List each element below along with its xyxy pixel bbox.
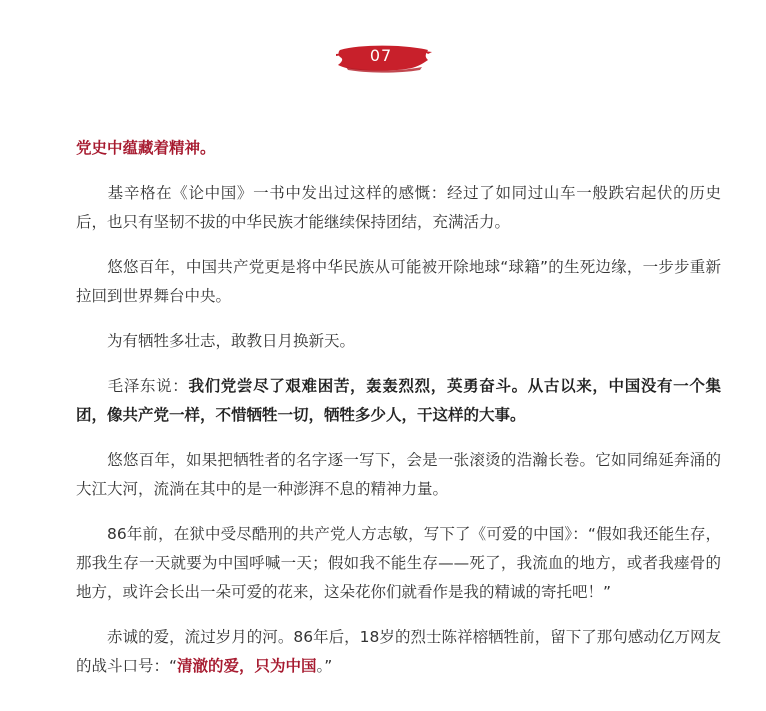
- paragraph-7-prefix: 赤诚的爱，流过岁月的河。86年后，18岁的烈士陈祥榕牺牲前，留下了那句感动亿万网友的战斗口号：“: [76, 628, 721, 675]
- paragraph-5-text: 悠悠百年，如果把牺牲者的名字逐一写下，会是一张滚烫的浩瀚长卷。它如同绵延奔涌的大江大河，流淌在其中的是一种澎湃不息的精神力量。: [76, 451, 721, 498]
- paragraph-1-text: 基辛格在《论中国》一书中发出过这样的感慨：经过了如同过山车一般跌宕起伏的历史后，也只有坚韧不拔的中华民族才能继续保持团结，充满活力。: [76, 184, 721, 231]
- section-heading: 党史中蕴藏着精神。: [76, 139, 216, 157]
- paragraph-4-quote: 我们党尝尽了艰难困苦，轰轰烈烈，英勇奋斗。从古以来，中国没有一个集团，像共产党一样，不惜牺牲一切，牺牲多少人，干这样的大事。: [76, 377, 721, 424]
- paragraph-7-suffix: 。”: [316, 657, 333, 675]
- section-number-badge: [336, 40, 432, 76]
- paragraph-7: [76, 623, 721, 681]
- paragraph-1: [76, 179, 721, 237]
- paragraph-6-text: 86年前，在狱中受尽酷刑的共产党人方志敏，写下了《可爱的中国》：“假如我还能生存，那我生存一天就要为中国呼喊一天；假如我不能生存——死了，我流血的地方，或者我瘗骨的地方，或许会长出一朵可爱的花来，这朵花你们就看作是我的精诚的寄托吧！”: [76, 525, 721, 601]
- paragraph-6: [76, 520, 721, 607]
- paragraph-5: [76, 446, 721, 504]
- section-number: 07: [369, 46, 393, 65]
- paragraph-2: [76, 253, 721, 311]
- paragraph-3-text: 为有牺牲多壮志，敢教日月换新天。: [107, 332, 356, 350]
- paragraph-7-slogan: 清澈的爱，只为中国: [177, 657, 317, 675]
- article-body: [76, 134, 721, 681]
- paragraph-4-prefix: 毛泽东说：: [107, 377, 189, 395]
- paragraph-2-text: 悠悠百年，中国共产党更是将中华民族从可能被开除地球“球籍”的生死边缘，一步步重新拉回到世界舞台中央。: [76, 258, 721, 305]
- paragraph-3: [76, 327, 721, 356]
- paragraph-4: [76, 372, 721, 430]
